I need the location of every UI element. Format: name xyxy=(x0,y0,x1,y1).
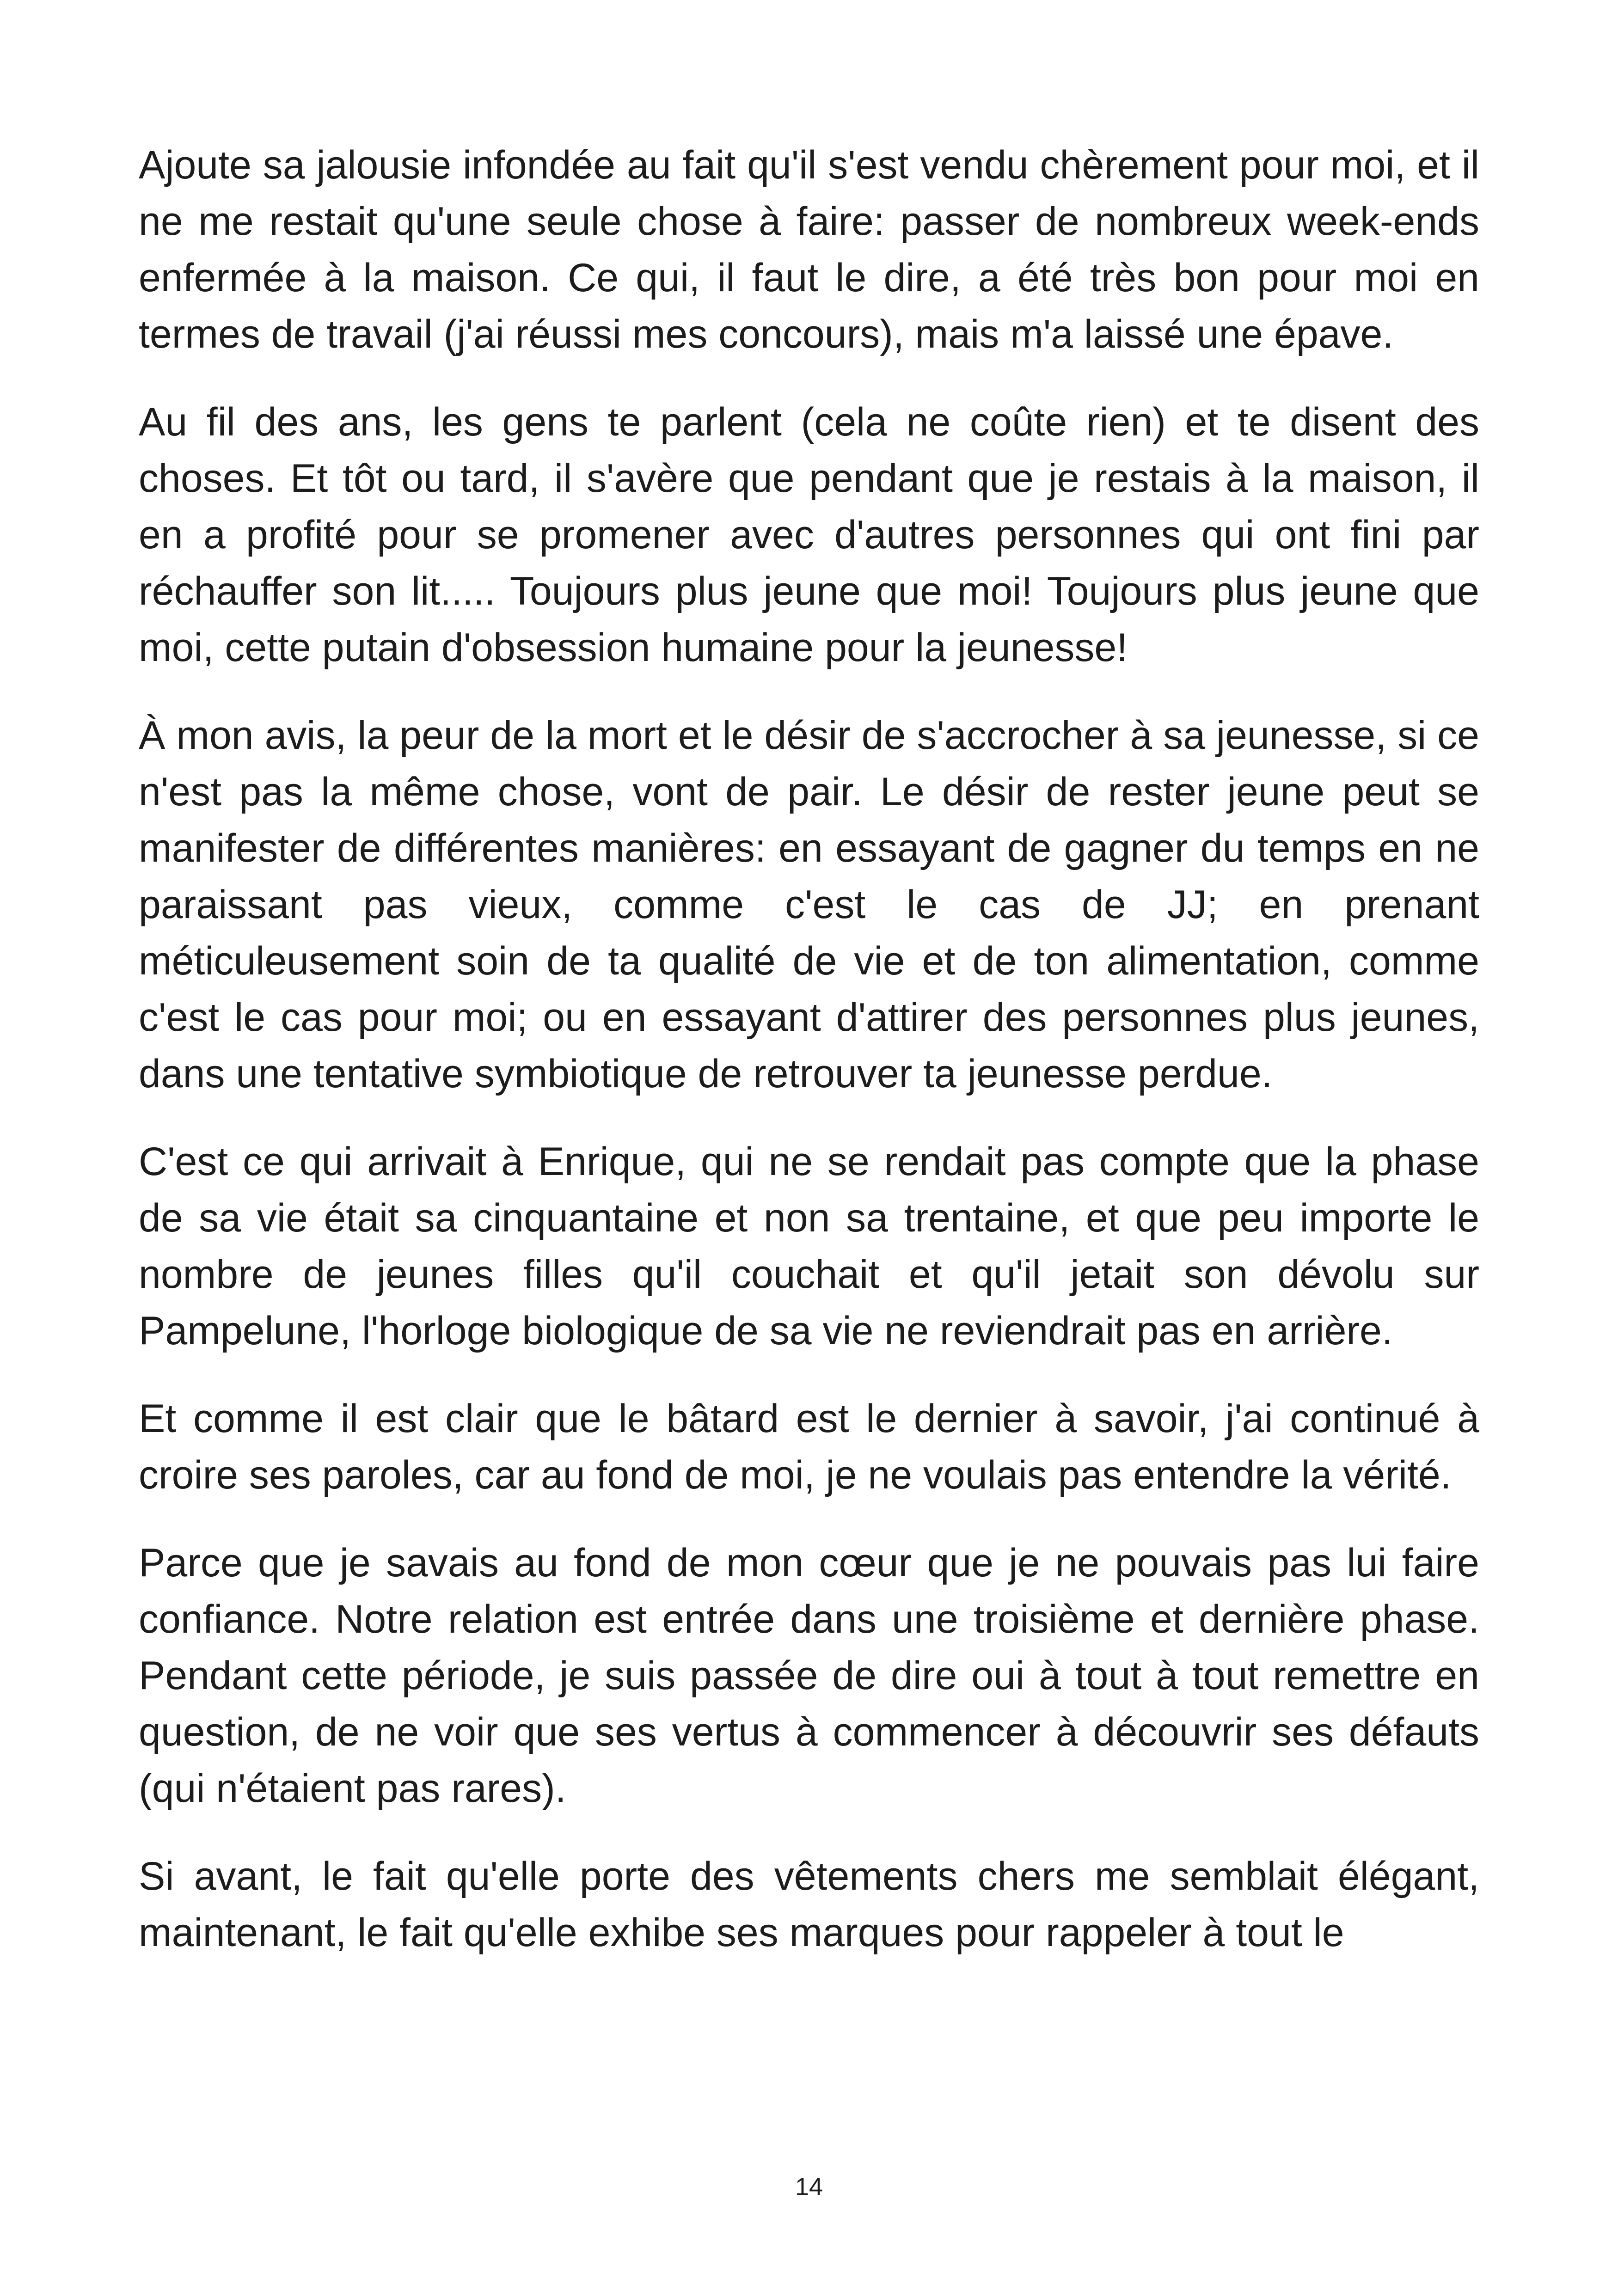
paragraph-3: À mon avis, la peur de la mort et le désir de s'accrocher à sa jeunesse, si ce n'est pas la même chose, vont de pair. Le désir de rester jeune peut se manifester de différentes manières: en essayant de gagner du temps en ne paraissant pas vieux, comme c'est le cas de JJ; en prenant méticuleusement soin de ta qualité de vie et de ton alimentation, comme c'est le cas pour moi; ou en essayant d'attirer des personnes plus jeunes, dans une tentative symbiotique de retrouver ta jeunesse perdue. xyxy=(139,713,1479,1096)
paragraph-2: Au fil des ans, les gens te parlent (cela ne coûte rien) et te disent des choses. Et tôt ou tard, il s'avère que pendant que je restais à la maison, il en a profité pour se promener avec d'autres personnes qui ont fini par réchauffer son lit..... Toujours plus jeune que moi! Toujours plus jeune que moi, cette putain d'obsession humaine pour la jeunesse! xyxy=(139,400,1479,670)
paragraph-4: C'est ce qui arrivait à Enrique, qui ne se rendait pas compte que la phase de sa vie était sa cinquantaine et non sa trentaine, et que peu importe le nombre de jeunes filles qu'il couchait et qu'il jetait son dévolu sur Pampelune, l'horloge biologique de sa vie ne reviendrait pas en arrière. xyxy=(139,1139,1479,1353)
page-number: 14 xyxy=(795,2173,823,2201)
paragraph-6: Parce que je savais au fond de mon cœur que je ne pouvais pas lui faire confiance. Notre relation est entrée dans une troisième et dernière phase. Pendant cette période, je suis passée de dire oui à tout à tout remettre en question, de ne voir que ses vertus à commencer à découvrir ses défauts (qui n'étaient pas rares). xyxy=(139,1541,1479,1811)
paragraph-5: Et comme il est clair que le bâtard est le dernier à savoir, j'ai continué à croire ses paroles, car au fond de moi, je ne voulais pas entendre la vérité. xyxy=(139,1396,1479,1497)
paragraph-1: Ajoute sa jalousie infondée au fait qu'il s'est vendu chèrement pour moi, et il ne me restait qu'une seule chose à faire: passer de nombreux week-ends enfermée à la maison. Ce qui, il faut le dire, a été très bon pour moi en termes de travail (j'ai réussi mes concours), mais m'a laissé une épave. xyxy=(139,143,1479,356)
paragraph-7: Si avant, le fait qu'elle porte des vêtements chers me semblait élégant, maintenant, le fait qu'elle exhibe ses marques pour rappeler à tout le xyxy=(139,1854,1479,1955)
body-text xyxy=(139,137,1479,1992)
